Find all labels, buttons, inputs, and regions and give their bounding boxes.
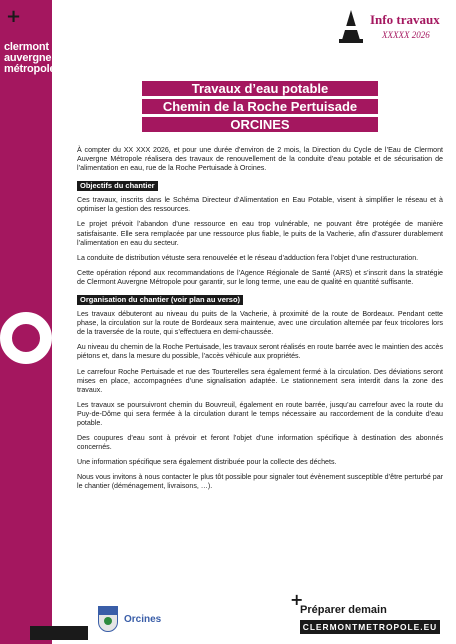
info-travaux-badge — [342, 10, 442, 50]
plus-icon: + — [290, 590, 304, 609]
section-heading-objectifs: Objectifs du chantier — [77, 181, 158, 191]
ring-decoration — [0, 312, 52, 364]
title-line-3: ORCINES — [142, 117, 378, 132]
title-line-1: Travaux d’eau potable — [142, 81, 378, 96]
paragraph: Une information spécifique sera également distribuée pour la collecte des déchets. — [77, 458, 337, 467]
title-line-2: Chemin de la Roche Pertuisade — [142, 99, 378, 114]
logo-line: métropole — [4, 63, 56, 75]
paragraph: Le projet prévoit l’abandon d’une ressource en eau trop vulnérable, ne pouvant être protégée de manière satisfaisante. Elle sera remplacée par une ressource plus fiable, le puits de la Vacherie, afin d’assurer durablement l’alimentation en eau du secteur. — [77, 220, 443, 247]
badge-subtitle: XXXXX 2026 — [382, 30, 430, 40]
tagline: Préparer demain — [300, 604, 387, 616]
paragraph: Des coupures d’eau sont à prévoir et feront l’objet d’une information spécifique à destination des abonnés concernés. — [77, 434, 443, 452]
paragraph: Les travaux se poursuivront chemin du Bouvreuil, également en route barrée, jusqu’au carrefour avec la route du Puy-de-Dôme qui sera fermée à la circulation durant le temps nécessaire au raccordement de la conduite d’eau potable. — [77, 400, 443, 427]
preparer-demain-block — [290, 590, 442, 638]
logo-line: clermont — [4, 41, 49, 53]
logo-line: auvergne — [4, 52, 52, 64]
orcines-logo — [98, 606, 218, 634]
paragraph: Nous vous invitons à nous contacter le plus tôt possible pour signaler tout évènement susceptible d’être perturbé par le chantier (déménagement, livraisons, …). — [77, 473, 443, 491]
intro-paragraph: À compter du XX XXX 2026, et pour une durée d’environ de 2 mois, la Direction du Cycle de l’Eau de Clermont Auvergne Métropole réalisera des travaux de renouvellement de la conduite d’eau potable et de sécurisation de l’alimentation en eau, rue de la Roche Pertuisade à Orcines. — [77, 146, 443, 173]
main-content — [77, 146, 443, 498]
footer-bar — [30, 626, 88, 640]
metropole-logo — [4, 42, 55, 75]
paragraph: La conduite de distribution vétuste sera renouvelée et le réseau d’adduction fera l’objet d’une restructuration. — [77, 253, 419, 262]
cone-base — [339, 39, 363, 43]
section-heading-organisation: Organisation du chantier (voir plan au verso) — [77, 295, 243, 305]
paragraph: Ces travaux, inscrits dans le Schéma Directeur d’Alimentation en Eau Potable, visent à simplifier le réseau et à optimiser la gestion des ressources. — [77, 196, 443, 214]
paragraph: Les travaux débuteront au niveau du puits de la Vacherie, à proximité de la route de Bordeaux. Pendant cette phase, la circulation sur la route de Bordeaux sera maintenue, avec une circulation alternée par feux tricolores lors de la traversée de la route, qui s’effectuera en demi-chaussée. — [77, 310, 443, 337]
website-url: CLERMONTMETROPOLE.EU — [300, 620, 440, 634]
traffic-cone-icon — [342, 10, 360, 40]
paragraph: Le carrefour Roche Pertuisade et rue des Tourterelles sera également fermé à la circulation. Des déviations seront mises en place, accompagnées d’une signalisation adaptée. Le stationnement sera interdit dans la zone des travaux. — [77, 367, 443, 394]
commune-name: Orcines — [124, 614, 162, 625]
coat-of-arms-icon — [98, 606, 118, 632]
cone-stripe — [344, 26, 358, 30]
plus-icon: + — [6, 6, 22, 27]
paragraph: Au niveau du chemin de la Roche Pertuisade, les travaux seront réalisés en route barrée avec le maintien des accès piétons et, dans la mesure du possible, l’accès véhicule aux propriétés. — [77, 343, 443, 361]
badge-title: Info travaux — [370, 12, 440, 27]
sidebar — [0, 0, 56, 644]
paragraph: Cette opération répond aux recommandations de l’Agence Régionale de Santé (ARS) et s’inscrit dans la stratégie de Clermont Auvergne Métropole pour garantir, sur le long terme, une eau de qualité en quantité suffisante. — [77, 268, 443, 286]
